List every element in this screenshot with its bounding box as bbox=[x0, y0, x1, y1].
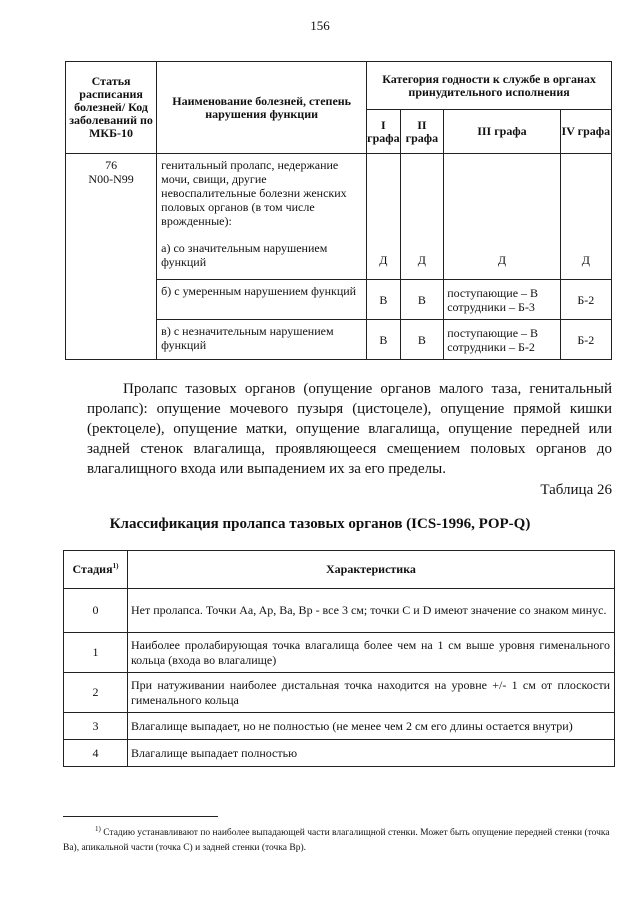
fitness-category-table bbox=[65, 61, 612, 360]
row-a-name: а) со значительным нарушением функций bbox=[161, 241, 328, 269]
header-fitness-category: Категория годности к службе в органах принудительного исполнения bbox=[367, 62, 612, 110]
row-c-g1: В bbox=[367, 320, 400, 360]
header-stage-footnote-mark: 1) bbox=[112, 562, 119, 570]
stage-0-desc: Нет пролапса. Точки Aa, Ap, Ba, Bp - все 3 см; точки C и D имеют значение со знаком минус. bbox=[127, 589, 614, 633]
row-b-g4: Б-2 bbox=[560, 280, 611, 320]
header-stage-label: Стадия bbox=[72, 562, 113, 576]
row-c-name: в) с незначительным нарушением функций bbox=[157, 320, 367, 360]
disease-intro: генитальный пролапс, недержание мочи, свищи, другие невоспалительные болезни женских половых органов (в том числе врожденные): bbox=[161, 158, 347, 228]
row-c-g2: В bbox=[400, 320, 444, 360]
stage-1-desc: Наиболее пролабирующая точка влагалища более чем на 1 см выше уровня гименального кольца (входа во влагалище) bbox=[127, 633, 614, 673]
page-number: 156 bbox=[310, 18, 330, 33]
footnote-text: Стадию устанавливают по наиболее выпадающей части влагалищной стенки. Может быть опущение передней стенки (точка Ва), апикальной части (точка С) и задней стенки (точка Вр). bbox=[63, 828, 610, 854]
header-graph-4: IV графа bbox=[560, 110, 611, 154]
article-number: 76 bbox=[105, 158, 118, 172]
row-b-name: б) с умеренным нарушением функций bbox=[157, 280, 367, 320]
stage-3-desc: Влагалище выпадает, но не полностью (не менее чем 2 см его длины остается внутри) bbox=[127, 713, 614, 740]
row-b-g2: В bbox=[400, 280, 444, 320]
header-graph-1: I графа bbox=[367, 110, 400, 154]
disease-name-cell bbox=[157, 154, 367, 280]
article-code-cell bbox=[66, 154, 157, 360]
prolapse-classification-table bbox=[63, 550, 615, 767]
stage-2: 2 bbox=[64, 673, 128, 713]
stage-4-desc: Влагалище выпадает полностью bbox=[127, 740, 614, 767]
prolapse-definition-paragraph: Пролапс тазовых органов (опущение органов малого таза, генитальный пролапс): опущение мочевого пузыря (цистоцеле), опущение прямой кишки (ректоцеле), опущение матки, опущение влагалища, опущение передней или задней стенок влагалища, проявляющееся смещением половых органов до влагалищного входа или выпадением их за его пределы. bbox=[87, 381, 612, 477]
row-b-g1: В bbox=[367, 280, 400, 320]
header-graph-2: II графа bbox=[400, 110, 444, 154]
stage-0: 0 bbox=[64, 589, 128, 633]
row-b-g3: поступающие – В сотрудники – Б-3 bbox=[444, 280, 560, 320]
header-article-code: Статья расписания болезней/ Код заболеваний по МКБ-10 bbox=[66, 62, 157, 154]
row-a-g4: Д bbox=[560, 154, 611, 280]
header-stage bbox=[64, 551, 128, 589]
footnote bbox=[63, 822, 615, 856]
stage-2-desc: При натуживании наиболее дистальная точка находится на уровне +/- 1 см от плоскости гименального кольца bbox=[127, 673, 614, 713]
stage-1: 1 bbox=[64, 633, 128, 673]
icd-code: N00-N99 bbox=[88, 172, 134, 186]
stage-3: 3 bbox=[64, 713, 128, 740]
row-c-g3: поступающие – В сотрудники – Б-2 bbox=[444, 320, 560, 360]
row-a-g2: Д bbox=[400, 154, 444, 280]
header-characteristic: Характеристика bbox=[127, 551, 614, 589]
table-label: Таблица 26 bbox=[540, 482, 612, 498]
header-disease-name: Наименование болезней, степень нарушения функции bbox=[157, 62, 367, 154]
header-graph-3: III графа bbox=[444, 110, 560, 154]
table-title: Классификация пролапса тазовых органов (ICS-1996, POP-Q) bbox=[109, 516, 531, 532]
row-a-g1: Д bbox=[367, 154, 400, 280]
footnote-marker: 1) bbox=[95, 825, 101, 833]
footnote-divider bbox=[63, 816, 218, 817]
row-a-g3: Д bbox=[444, 154, 560, 280]
stage-4: 4 bbox=[64, 740, 128, 767]
row-c-g4: Б-2 bbox=[560, 320, 611, 360]
